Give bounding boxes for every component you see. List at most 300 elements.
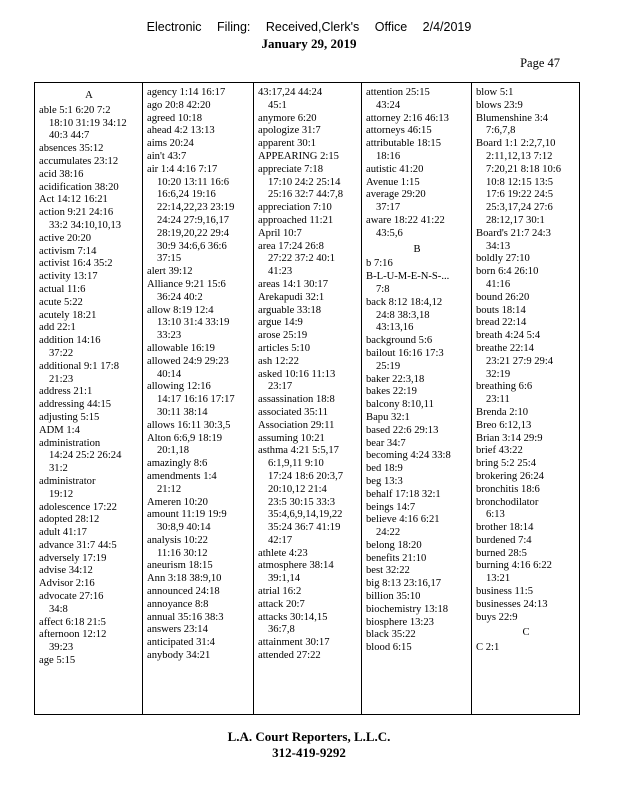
index-entry bbox=[147, 100, 250, 113]
index-entry-term: benefits 21:10 bbox=[366, 552, 427, 564]
index-entry bbox=[366, 189, 468, 215]
index-entry-cont: 42:17 bbox=[268, 534, 293, 546]
index-entry-cont: 7:20,21 8:18 10:6 bbox=[486, 163, 562, 175]
index-entry-term: back 8:12 18:4,12 bbox=[366, 296, 443, 308]
index-entry bbox=[366, 540, 468, 553]
index-entry-term: aneurism 18:15 bbox=[147, 560, 213, 572]
index-entry bbox=[366, 642, 468, 655]
index-entry bbox=[147, 138, 250, 151]
index-entry bbox=[39, 156, 139, 169]
index-entry-term: burning 4:16 6:22 bbox=[476, 560, 552, 572]
index-entry bbox=[258, 599, 358, 612]
index-entry-term: bouts 18:14 bbox=[476, 304, 526, 316]
index-entry-term: area 17:24 26:8 bbox=[258, 240, 324, 252]
index-entry-term: business 11:5 bbox=[476, 586, 533, 598]
index-entry bbox=[476, 445, 576, 458]
index-entry-term: annoyance 8:8 bbox=[147, 598, 209, 610]
index-entry bbox=[366, 425, 468, 438]
index-entry-cont: 18:16 bbox=[376, 150, 401, 162]
index-entry-term: addressing 44:15 bbox=[39, 399, 112, 411]
section-letter: B bbox=[413, 243, 421, 255]
index-entry bbox=[39, 565, 139, 578]
index-entry bbox=[366, 565, 468, 578]
index-entry-term: adolescence 17:22 bbox=[39, 501, 117, 513]
index-entry bbox=[476, 560, 576, 586]
index-entry-term: biochemistry 13:18 bbox=[366, 603, 449, 615]
index-entry bbox=[476, 548, 576, 561]
index-entry-term: activism 7:14 bbox=[39, 245, 97, 257]
index-entry-term: bread 22:14 bbox=[476, 317, 527, 329]
index-entry bbox=[366, 125, 468, 138]
index-entry-term: attainment 30:17 bbox=[258, 637, 330, 649]
index-entry-term: 43:17,24 44:24 bbox=[258, 87, 323, 98]
index-entry bbox=[147, 535, 250, 561]
index-entry bbox=[147, 612, 250, 625]
index-entry-cont: 41:16 bbox=[486, 278, 511, 290]
section-letter: C bbox=[522, 627, 530, 639]
index-entry bbox=[147, 113, 250, 126]
index-entry-cont: 36:7,8 bbox=[268, 624, 295, 636]
index-entry-term: answers 23:14 bbox=[147, 624, 208, 636]
index-entry bbox=[147, 637, 250, 650]
index-entry-term: athlete 4:23 bbox=[258, 547, 308, 559]
index-entry-term: adult 41:17 bbox=[39, 527, 87, 539]
index-entry-term: blood 6:15 bbox=[366, 642, 412, 654]
index-entry-term: Ann 3:18 38:9,10 bbox=[147, 573, 222, 585]
index-entry-term: ADM 1:4 bbox=[39, 424, 80, 436]
index-entry-term: acid 38:16 bbox=[39, 168, 84, 180]
index-entry bbox=[366, 164, 468, 177]
index-entry bbox=[476, 471, 576, 484]
index-entry bbox=[39, 514, 139, 527]
index-entry-term: air 1:4 4:16 7:17 bbox=[147, 163, 218, 175]
index-entry-term: Breo 6:12,13 bbox=[476, 419, 532, 431]
index-entry bbox=[147, 279, 250, 305]
index-entry bbox=[258, 420, 358, 433]
index-entry bbox=[147, 87, 250, 100]
index-entry-term: atrial 16:2 bbox=[258, 586, 302, 598]
index-entry-term: appreciate 7:18 bbox=[258, 163, 324, 175]
index-entry bbox=[258, 330, 358, 343]
index-entry bbox=[147, 433, 250, 459]
index-entry-cont: 35:4,6,9,14,19,22 bbox=[268, 509, 343, 521]
filing-stamp-part: Received,Clerk's bbox=[265, 20, 360, 34]
index-entry-term: beg 13:3 bbox=[366, 475, 403, 487]
index-entry bbox=[476, 381, 576, 407]
index-entry-cont: 16:6,24 19:16 bbox=[157, 189, 216, 201]
index-entry bbox=[39, 310, 139, 323]
index-entry-cont: 25:3,17,24 27:6 bbox=[486, 202, 553, 214]
index-entry bbox=[476, 484, 576, 497]
index-entry-cont: 10:8 12:15 13:5 bbox=[486, 176, 554, 188]
index-entry bbox=[258, 87, 358, 113]
index-entry-term: acidification 38:20 bbox=[39, 181, 119, 193]
index-entry bbox=[258, 343, 358, 356]
index-entry-cont: 43:13,16 bbox=[376, 322, 414, 334]
index-entry bbox=[39, 386, 139, 399]
index-entry-term: believe 4:16 6:21 bbox=[366, 514, 440, 526]
index-entry bbox=[39, 655, 139, 668]
index-entry-term: ago 20:8 42:20 bbox=[147, 99, 211, 111]
index-entry-term: able 5:1 6:20 7:2 bbox=[39, 104, 111, 116]
index-entry bbox=[476, 497, 576, 523]
index-entry-cont: 40:3 44:7 bbox=[49, 130, 90, 142]
index-entry-cont: 18:10 31:19 34:12 bbox=[49, 117, 127, 129]
index-entry-cont: 13:21 bbox=[486, 573, 511, 585]
index-entry bbox=[39, 591, 139, 617]
index-entry-term: attacks 30:14,15 bbox=[258, 611, 328, 623]
index-entry bbox=[147, 381, 250, 419]
index-entry bbox=[258, 113, 358, 126]
word-index bbox=[34, 82, 580, 715]
index-entry bbox=[258, 445, 358, 547]
index-entry bbox=[366, 271, 468, 297]
index-entry bbox=[147, 305, 250, 343]
index-entry-term: based 22:6 29:13 bbox=[366, 424, 439, 436]
index-entry-term: add 22:1 bbox=[39, 322, 76, 334]
index-entry-term: bed 18:9 bbox=[366, 463, 403, 475]
index-entry-cont: 45:1 bbox=[268, 99, 287, 111]
filing-stamp-part: 2/4/2019 bbox=[422, 20, 472, 34]
index-entry-term: bear 34:7 bbox=[366, 437, 406, 449]
index-entry-term: accumulates 23:12 bbox=[39, 155, 119, 167]
index-entry bbox=[147, 509, 250, 535]
index-entry-term: Avenue 1:15 bbox=[366, 176, 420, 188]
index-entry-term: Board's 21:7 24:3 bbox=[476, 227, 551, 239]
index-entry bbox=[366, 438, 468, 451]
index-entry-term: actual 11:6 bbox=[39, 283, 86, 295]
index-entry-term: Board 1:1 2:2,7,10 bbox=[476, 138, 556, 150]
index-entry-term: blow 5:1 bbox=[476, 87, 514, 98]
index-entry-term: allowing 12:16 bbox=[147, 381, 211, 393]
index-entry bbox=[258, 215, 358, 228]
index-entry-term: allowed 24:9 29:23 bbox=[147, 355, 229, 367]
index-entry bbox=[258, 125, 358, 138]
index-entry-term: address 21:1 bbox=[39, 386, 93, 398]
index-entry-term: ash 12:22 bbox=[258, 355, 299, 367]
index-entry bbox=[476, 100, 576, 113]
index-entry bbox=[476, 612, 576, 625]
index-entry bbox=[476, 407, 576, 420]
index-entry bbox=[39, 297, 139, 310]
index-entry bbox=[366, 335, 468, 348]
index-entry-term: agency 1:14 16:17 bbox=[147, 87, 226, 98]
index-entry-term: approached 11:21 bbox=[258, 214, 334, 226]
index-entry bbox=[258, 279, 358, 292]
index-entry bbox=[39, 617, 139, 630]
index-entry-term: beings 14:7 bbox=[366, 501, 416, 513]
index-entry-term: administration bbox=[39, 437, 101, 449]
index-entry-term: alert 39:12 bbox=[147, 266, 193, 278]
index-entry bbox=[39, 553, 139, 566]
index-entry bbox=[476, 317, 576, 330]
index-entry-term: businesses 24:13 bbox=[476, 598, 548, 610]
index-entry bbox=[366, 629, 468, 642]
index-entry bbox=[258, 560, 358, 586]
index-entry bbox=[39, 143, 139, 156]
index-column bbox=[472, 83, 579, 714]
index-entry-term: anticipated 31:4 bbox=[147, 637, 215, 649]
index-entry-cont: 34:8 bbox=[49, 603, 68, 615]
index-entry bbox=[476, 330, 576, 343]
index-entry-term: b 7:16 bbox=[366, 258, 393, 270]
reporter-phone: 312-419-9292 bbox=[272, 745, 346, 760]
index-entry-term: breathing 6:6 bbox=[476, 381, 533, 393]
index-entry bbox=[39, 322, 139, 335]
index-entry-term: asked 10:16 11:13 bbox=[258, 368, 336, 380]
index-entry bbox=[476, 138, 576, 228]
index-entry-term: attorney 2:16 46:13 bbox=[366, 112, 449, 124]
index-entry bbox=[147, 356, 250, 382]
index-entry-cont: 24:22 bbox=[376, 527, 401, 539]
index-entry-cont: 14:17 16:16 17:17 bbox=[157, 394, 235, 406]
index-entry-term: C 2:1 bbox=[476, 642, 500, 654]
index-entry bbox=[39, 169, 139, 182]
index-entry-term: balcony 8:10,11 bbox=[366, 399, 434, 411]
index-entry bbox=[476, 599, 576, 612]
index-entry-cont: 21:23 bbox=[49, 373, 74, 385]
index-entry bbox=[366, 297, 468, 335]
index-entry-term: burdened 7:4 bbox=[476, 534, 532, 546]
index-entry-term: belong 18:20 bbox=[366, 539, 422, 551]
index-entry bbox=[39, 629, 139, 655]
index-entry bbox=[258, 305, 358, 318]
index-entry bbox=[476, 586, 576, 599]
index-entry bbox=[258, 292, 358, 305]
index-entry bbox=[39, 233, 139, 246]
index-entry bbox=[366, 514, 468, 540]
index-entry-term: arguable 33:18 bbox=[258, 304, 322, 316]
index-entry-term: bronchitis 18:6 bbox=[476, 483, 540, 495]
index-entry-cont: 41:23 bbox=[268, 266, 293, 278]
index-entry-cont: 7:8 bbox=[376, 283, 390, 295]
index-entry bbox=[366, 502, 468, 515]
index-entry-term: attack 20:7 bbox=[258, 598, 305, 610]
index-entry bbox=[366, 215, 468, 241]
filing-stamp-part: Filing: bbox=[217, 20, 251, 34]
index-entry-term: administrator bbox=[39, 475, 96, 487]
index-entry bbox=[147, 420, 250, 433]
index-entry bbox=[39, 527, 139, 540]
index-entry bbox=[258, 369, 358, 395]
index-entry-term: behalf 17:18 32:1 bbox=[366, 488, 441, 500]
index-entry bbox=[39, 335, 139, 361]
index-entry bbox=[476, 253, 576, 266]
index-entry-term: Act 14:12 16:21 bbox=[39, 194, 108, 206]
index-column bbox=[254, 83, 362, 714]
index-entry-term: areas 14:1 30:17 bbox=[258, 278, 329, 290]
index-entry-cont: 30:11 38:14 bbox=[157, 406, 208, 418]
index-entry-term: assassination 18:8 bbox=[258, 394, 335, 406]
index-entry bbox=[476, 228, 576, 254]
index-entry-cont: 24:24 27:9,16,17 bbox=[157, 214, 230, 226]
index-entry-term: arose 25:19 bbox=[258, 330, 308, 342]
index-entry bbox=[39, 207, 139, 233]
index-entry-cont: 43:5,6 bbox=[376, 227, 403, 239]
index-entry bbox=[366, 412, 468, 425]
index-entry-cont: 33:23 bbox=[157, 330, 182, 342]
index-entry-term: atmosphere 38:14 bbox=[258, 560, 334, 572]
index-entry bbox=[39, 258, 139, 271]
index-entry bbox=[147, 471, 250, 497]
index-entry-term: attended 27:22 bbox=[258, 650, 321, 662]
index-entry bbox=[258, 241, 358, 279]
index-entry bbox=[476, 458, 576, 471]
document-date: January 29, 2019 bbox=[261, 36, 357, 51]
index-entry bbox=[366, 258, 468, 271]
index-entry bbox=[39, 578, 139, 591]
index-entry bbox=[258, 356, 358, 369]
index-entry-cont: 39:23 bbox=[49, 642, 74, 654]
index-entry bbox=[147, 650, 250, 663]
index-entry-cont: 17:10 24:2 25:14 bbox=[268, 176, 341, 188]
index-entry-term: Bapu 32:1 bbox=[366, 411, 410, 423]
index-entry-term: APPEARING 2:15 bbox=[258, 150, 339, 162]
index-entry-cont: 39:1,14 bbox=[268, 573, 301, 585]
index-entry-term: action 9:21 24:16 bbox=[39, 207, 114, 219]
index-entry bbox=[147, 458, 250, 471]
index-entry bbox=[476, 266, 576, 292]
index-entry bbox=[366, 348, 468, 374]
index-entry-term: Brenda 2:10 bbox=[476, 406, 529, 418]
index-entry-cont: 30:9 34:6,6 36:6 bbox=[157, 240, 227, 252]
index-entry-term: adversely 17:19 bbox=[39, 552, 107, 564]
index-entry-term: blows 23:9 bbox=[476, 99, 523, 111]
index-entry bbox=[258, 548, 358, 561]
index-entry-term: addition 14:16 bbox=[39, 335, 101, 347]
index-entry-term: biosphere 13:23 bbox=[366, 616, 434, 628]
index-entry bbox=[258, 650, 358, 663]
index-entry bbox=[366, 604, 468, 617]
index-entry-term: average 29:20 bbox=[366, 189, 426, 201]
index-entry bbox=[147, 164, 250, 266]
index-entry bbox=[147, 343, 250, 356]
index-entry-term: anybody 34:21 bbox=[147, 650, 211, 662]
index-entry-term: bring 5:2 25:4 bbox=[476, 458, 537, 470]
index-entry-term: apparent 30:1 bbox=[258, 138, 316, 150]
index-entry bbox=[147, 586, 250, 599]
index-entry bbox=[476, 292, 576, 305]
index-entry-term: attributable 18:15 bbox=[366, 138, 442, 150]
index-entry-cont: 37:17 bbox=[376, 202, 401, 214]
index-entry-cont: 27:22 37:2 40:1 bbox=[268, 253, 336, 265]
index-entry-cont: 43:24 bbox=[376, 99, 401, 111]
page-number: Page 47 bbox=[520, 56, 560, 70]
index-entry-term: breathe 22:14 bbox=[476, 342, 534, 354]
index-entry-cont: 37:15 bbox=[157, 253, 182, 265]
index-entry bbox=[366, 113, 468, 126]
index-entry-term: April 10:7 bbox=[258, 227, 302, 239]
index-entry bbox=[39, 476, 139, 502]
index-column bbox=[362, 83, 472, 714]
index-entry bbox=[39, 399, 139, 412]
filing-stamp-part: Office bbox=[374, 20, 408, 34]
footer bbox=[0, 729, 618, 761]
index-entry-term: acute 5:22 bbox=[39, 296, 83, 308]
index-entry bbox=[476, 87, 576, 100]
filing-stamp bbox=[0, 20, 618, 34]
index-entry-cont: 19:12 bbox=[49, 488, 74, 500]
index-entry-cont: 33:2 34:10,10,13 bbox=[49, 219, 122, 231]
index-entry-term: annual 35:16 38:3 bbox=[147, 611, 224, 623]
filing-stamp-part: Electronic bbox=[146, 20, 202, 34]
index-entry-term: announced 24:18 bbox=[147, 586, 220, 598]
index-entry bbox=[476, 642, 576, 655]
index-entry-term: adopted 28:12 bbox=[39, 514, 100, 526]
index-entry bbox=[258, 586, 358, 599]
index-entry-cont: 21:12 bbox=[157, 483, 182, 495]
index-entry bbox=[258, 164, 358, 202]
index-entry bbox=[366, 177, 468, 190]
index-entry-cont: 28:19,20,22 29:4 bbox=[157, 227, 230, 239]
index-entry-term: allowable 16:19 bbox=[147, 342, 215, 354]
index-entry bbox=[147, 125, 250, 138]
index-entry bbox=[147, 560, 250, 573]
index-entry-cont: 23:17 bbox=[268, 381, 293, 393]
index-entry bbox=[39, 246, 139, 259]
index-entry-cont: 31:2 bbox=[49, 463, 68, 475]
index-entry-term: Association 29:11 bbox=[258, 419, 335, 431]
index-entry-term: buys 22:9 bbox=[476, 611, 518, 623]
index-entry-term: brother 18:14 bbox=[476, 522, 534, 534]
index-entry-term: background 5:6 bbox=[366, 335, 433, 347]
index-entry-term: adjusting 5:15 bbox=[39, 411, 100, 423]
index-entry-term: born 6:4 26:10 bbox=[476, 266, 539, 278]
index-entry-term: becoming 4:24 33:8 bbox=[366, 450, 451, 462]
index-entry-term: age 5:15 bbox=[39, 655, 76, 667]
index-entry bbox=[39, 438, 139, 476]
index-entry-term: big 8:13 23:16,17 bbox=[366, 578, 442, 590]
index-entry-cont: 23:11 bbox=[486, 394, 510, 406]
index-entry-term: advocate 27:16 bbox=[39, 591, 104, 603]
index-entry-term: Alliance 9:21 15:6 bbox=[147, 278, 226, 290]
index-entry-cont: 6:13 bbox=[486, 509, 505, 521]
index-entry bbox=[258, 394, 358, 407]
index-entry-term: amazingly 8:6 bbox=[147, 458, 208, 470]
index-entry-term: assuming 10:21 bbox=[258, 432, 325, 444]
index-entry bbox=[258, 317, 358, 330]
index-entry-term: appreciation 7:10 bbox=[258, 202, 332, 214]
index-entry bbox=[366, 476, 468, 489]
index-entry bbox=[258, 612, 358, 638]
section-letter: A bbox=[85, 90, 93, 101]
index-entry-term: agreed 10:18 bbox=[147, 112, 203, 124]
index-entry-term: anymore 6:20 bbox=[258, 112, 317, 124]
index-entry bbox=[39, 105, 139, 143]
index-entry-term: ahead 4:2 13:13 bbox=[147, 125, 215, 137]
index-entry-term: apologize 31:7 bbox=[258, 125, 321, 137]
index-entry bbox=[366, 450, 468, 463]
index-entry-cont: 32:19 bbox=[486, 368, 511, 380]
index-entry-cont: 23:21 27:9 29:4 bbox=[486, 355, 554, 367]
index-entry-term: aware 18:22 41:22 bbox=[366, 214, 445, 226]
index-entry-term: B-L-U-M-E-N-S-... bbox=[366, 271, 450, 283]
index-entry bbox=[39, 182, 139, 195]
index-entry-cont: 20:1,18 bbox=[157, 445, 190, 457]
index-entry bbox=[476, 343, 576, 381]
index-entry-cont: 14:24 25:2 26:24 bbox=[49, 450, 122, 462]
index-entry-term: Alton 6:6,9 18:19 bbox=[147, 432, 223, 444]
index-entry-cont: 25:19 bbox=[376, 360, 401, 372]
index-entry bbox=[476, 535, 576, 548]
index-entry bbox=[39, 540, 139, 553]
index-entry bbox=[366, 138, 468, 164]
index-entry bbox=[147, 624, 250, 637]
index-entry bbox=[258, 202, 358, 215]
index-entry-cont: 23:5 30:15 33:3 bbox=[268, 496, 336, 508]
index-entry bbox=[39, 194, 139, 207]
index-entry-term: attorneys 46:15 bbox=[366, 125, 432, 137]
